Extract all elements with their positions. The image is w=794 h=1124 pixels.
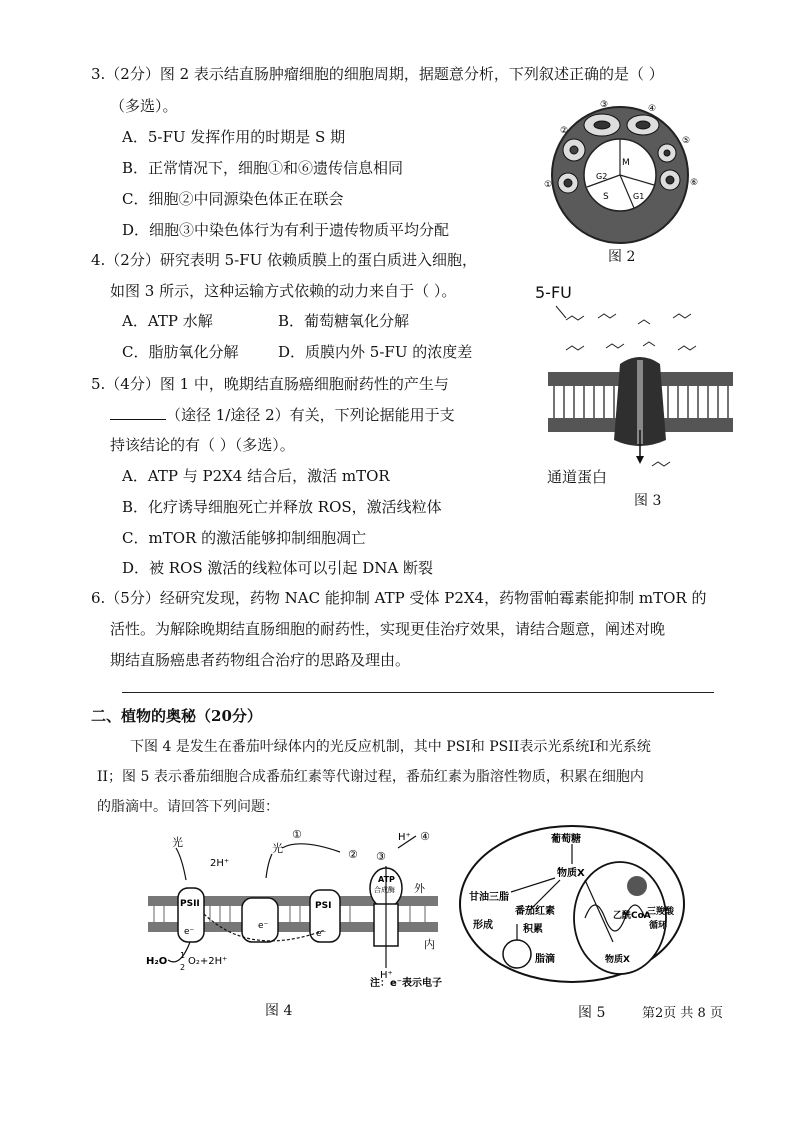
fig4-hplus-top: H⁺: [398, 832, 411, 843]
q5-option-b: B．化疗诱导细胞死亡并释放 ROS，激活线粒体: [122, 498, 442, 516]
q5-option-c: C．mTOR 的激活能够抑制细胞凋亡: [122, 529, 367, 547]
fig4-hplus-bottom: H⁺: [380, 970, 393, 981]
q4-stem-line2: 如图 3 所示，这种运输方式依赖的动力来自于（ ）。: [110, 282, 457, 300]
fig4-half-den: 2: [180, 963, 186, 972]
figure-2-caption: 图 2: [608, 249, 636, 265]
fig4-psi: PSI: [315, 901, 332, 911]
q5-option-a: A．ATP 与 P2X4 结合后，激活 mTOR: [122, 467, 390, 485]
fig5-substance-x: 物质X: [557, 868, 585, 879]
q3-stem-line1: 3.（2分）图 2 表示结直肠肿瘤细胞的细胞周期，据题意分析，下列叙述正确的是（ ）: [91, 65, 664, 83]
fig5-accumulate: 积累: [523, 924, 543, 935]
figure-3-caption: 图 3: [634, 493, 662, 509]
fig4-step-3: ③: [376, 850, 386, 863]
section-2-intro-line3: 的脂滴中。请回答下列问题：: [97, 799, 279, 815]
fig5-glucose: 葡萄糖: [551, 834, 581, 845]
q3-option-a: A．5-FU 发挥作用的时期是 S 期: [122, 128, 346, 146]
q5-stem-line3: 持该结论的有（ ）（多选）。: [110, 436, 295, 454]
fig4-outside: 外: [414, 882, 425, 895]
phase-g1: G1: [633, 192, 645, 201]
fig5-triglyceride: 甘油三脂: [469, 892, 509, 903]
section-2-intro-line2: II；图 5 表示番茄细胞合成番茄红素等代谢过程，番茄红素为脂溶性物质，积累在细胞内: [97, 769, 644, 785]
q5-answer-blank[interactable]: [110, 405, 166, 420]
fig5-tca-1: 三羧酸: [647, 907, 675, 917]
cell-2-label: ②: [560, 126, 569, 136]
q4-option-c: C．脂肪氧化分解: [122, 343, 239, 361]
q3-option-b: B．正常情况下，细胞①和⑥遗传信息相同: [122, 159, 404, 177]
cell-6-label: ⑥: [690, 178, 699, 188]
q5-stem-line2: [110, 405, 455, 425]
q5-stem-line1: 5.（4分）图 1 中，晚期结直肠癌细胞耐药性的产生与: [91, 375, 449, 393]
fig4-atp: ATP: [378, 875, 395, 884]
fig4-2h: 2H⁺: [210, 858, 230, 869]
figure-2-cell-cycle: [530, 95, 710, 245]
fig5-lycopene: 番茄红素: [515, 906, 555, 917]
fig4-inside: 内: [424, 938, 435, 951]
fig4-step-1: ①: [292, 828, 302, 841]
fig5-tca-2: 循环: [649, 921, 668, 931]
q4-stem-line1: 4.（2分）研究表明 5-FU 依赖质膜上的蛋白质进入细胞，: [91, 251, 478, 269]
figure-5-metabolism: [455, 822, 690, 987]
fig4-o2: O₂+2H⁺: [188, 956, 228, 967]
fig4-half-num: 1: [180, 951, 186, 960]
q3-option-c: C．细胞②中同源染色体正在联会: [122, 190, 344, 208]
fig4-note: 注：e⁻表示电子: [370, 978, 443, 989]
cell-1-label: ①: [544, 180, 553, 190]
figure-3-channel-protein: [548, 300, 733, 480]
fig5-form: 形成: [473, 920, 493, 931]
fig4-psii: PSII: [180, 899, 200, 909]
phase-s: S: [603, 192, 609, 202]
figure-5-caption: 图 5: [578, 1005, 606, 1021]
q3-option-d: D．细胞③中染色体行为有利于遗传物质平均分配: [122, 221, 450, 239]
section-2-intro-line1: 下图 4 是发生在番茄叶绿体内的光反应机制，其中 PSI和 PSII表示光系统I和光系统: [130, 739, 651, 755]
fig4-atp-synthase: 合成酶: [374, 886, 395, 894]
q4-option-a: A．ATP 水解: [122, 312, 213, 330]
fig4-water: H₂O: [146, 956, 168, 967]
fig4-e3: e⁻: [316, 929, 327, 939]
cell-5-label: ⑤: [682, 136, 691, 146]
phase-g2: G2: [596, 172, 608, 181]
section-2-heading: 二、植物的奥秘（20分）: [91, 707, 262, 725]
phase-m: M: [622, 158, 630, 168]
cell-3-label: ③: [600, 100, 609, 110]
fig5-substance-x-2: 物质X: [605, 955, 630, 965]
q4-option-d: D．质膜内外 5-FU 的浓度差: [278, 343, 473, 361]
fig4-e2: e⁻: [258, 921, 269, 931]
page-footer: 第2页 共 8 页: [642, 1006, 723, 1021]
fig5-lipid-droplet: 脂滴: [535, 954, 555, 965]
fig4-light-2: 光: [272, 842, 283, 855]
q6-line2: 活性。为解除晚期结直肠细胞的耐药性，实现更佳治疗效果，请结合题意，阐述对晚: [110, 620, 666, 638]
fig4-e1: e⁻: [184, 927, 195, 937]
fig4-light-1: 光: [172, 836, 183, 849]
figure-3-channel-label: 通道蛋白: [547, 468, 608, 486]
fig4-step-4: ④: [420, 830, 430, 843]
q3-stem-line2: （多选）。: [110, 97, 178, 115]
fig5-acetyl-coa: 乙酰CoA: [613, 911, 651, 921]
section-divider: [122, 692, 714, 693]
q6-line3: 期结直肠癌患者药物组合治疗的思路及理由。: [110, 651, 411, 669]
figure-4-light-reaction: [140, 818, 460, 990]
q4-option-b: B．葡萄糖氧化分解: [278, 312, 410, 330]
q6-line1: 6.（5分）经研究发现，药物 NAC 能抑制 ATP 受体 P2X4，药物雷帕霉素能抑制 mTOR 的: [91, 589, 707, 607]
figure-4-caption: 图 4: [265, 1003, 293, 1019]
cell-4-label: ④: [648, 104, 657, 114]
figure-3-drug-label: 5-FU: [535, 283, 572, 302]
q5-stem-line2-text: （途径 1/途径 2）有关，下列论据能用于支: [166, 406, 455, 424]
fig4-step-2: ②: [348, 848, 358, 861]
q5-option-d: D．被 ROS 激活的线粒体可以引起 DNA 断裂: [122, 559, 433, 577]
